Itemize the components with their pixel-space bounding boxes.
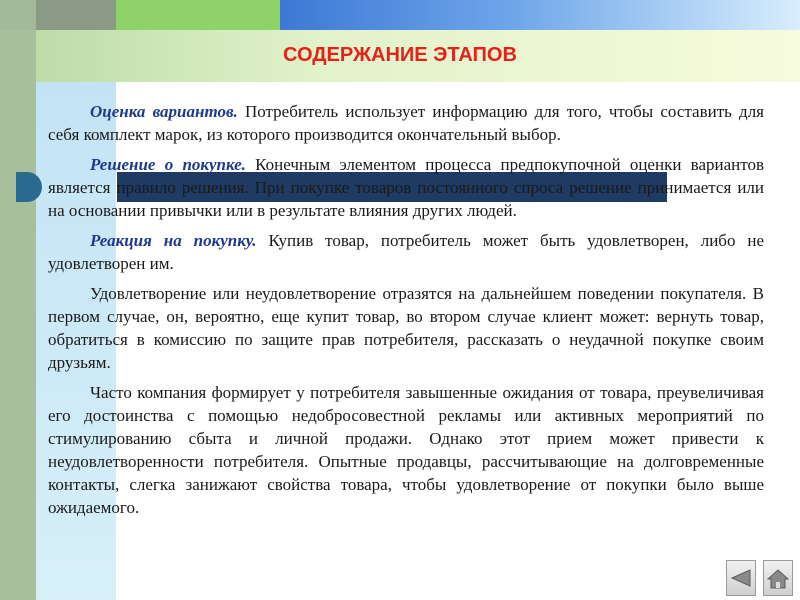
top-decor-block-1 — [0, 0, 36, 30]
paragraph-text: Конечным элементом процесса предпокупочной оценки вариантов является правило решения. При покупке товаров постоянного спроса решение принимается или на основании привычки или в результате влияния других людей. — [48, 155, 764, 220]
back-button[interactable] — [726, 560, 756, 596]
paragraph-lead: Реакция на покупку. — [90, 231, 257, 250]
home-button[interactable] — [763, 560, 793, 596]
top-decor-block-2 — [36, 0, 116, 30]
paragraph-lead: Решение о покупке. — [90, 155, 246, 174]
top-decor-band — [0, 0, 800, 30]
home-icon — [767, 569, 789, 589]
paragraph-lead: Оценка вариантов. — [90, 102, 238, 121]
back-arrow-icon — [730, 569, 752, 587]
paragraph — [48, 282, 764, 374]
top-decor-gradient — [280, 0, 800, 30]
paragraph — [48, 381, 764, 519]
paragraph-text: Купив товар, потребитель может быть удовлетворен, либо не удовлетворен им. — [48, 231, 764, 273]
paragraph-text: Удовлетворение или неудовлетворение отразятся на дальнейшем поведении покупателя. В первом случае, он, вероятно, еще купит товар, во втором случае клиент может: вернуть товар, обратиться в комиссию по защите прав потребителя, рассказать о неудачной покупке своим друзьям. — [48, 284, 764, 372]
slide-body — [48, 100, 764, 526]
slide-title: СОДЕРЖАНИЕ ЭТАПОВ — [283, 44, 517, 66]
paragraph-text: Часто компания формирует у потребителя завышенные ожидания от товара, преувеличивая его достоинства с помощью недобросовестной рекламы или активных мероприятий по стимулированию сбыта и личной продажи. Однако этот прием может привести к неудовлетворенности потребителя. Опытные продавцы, рассчитывающие на долговременные контакты, слегка занижают свойства товара, чтобы удовлетворение от покупки было выше ожидаемого. — [48, 383, 764, 517]
paragraph-text: Потребитель использует информацию для того, чтобы составить для себя комплект марок, из которого производится окончательный выбор. — [48, 102, 764, 144]
paragraph — [48, 153, 764, 222]
top-decor-block-3 — [116, 0, 280, 30]
left-decor-strip — [0, 82, 36, 600]
paragraph — [48, 100, 764, 146]
paragraph — [48, 229, 764, 275]
